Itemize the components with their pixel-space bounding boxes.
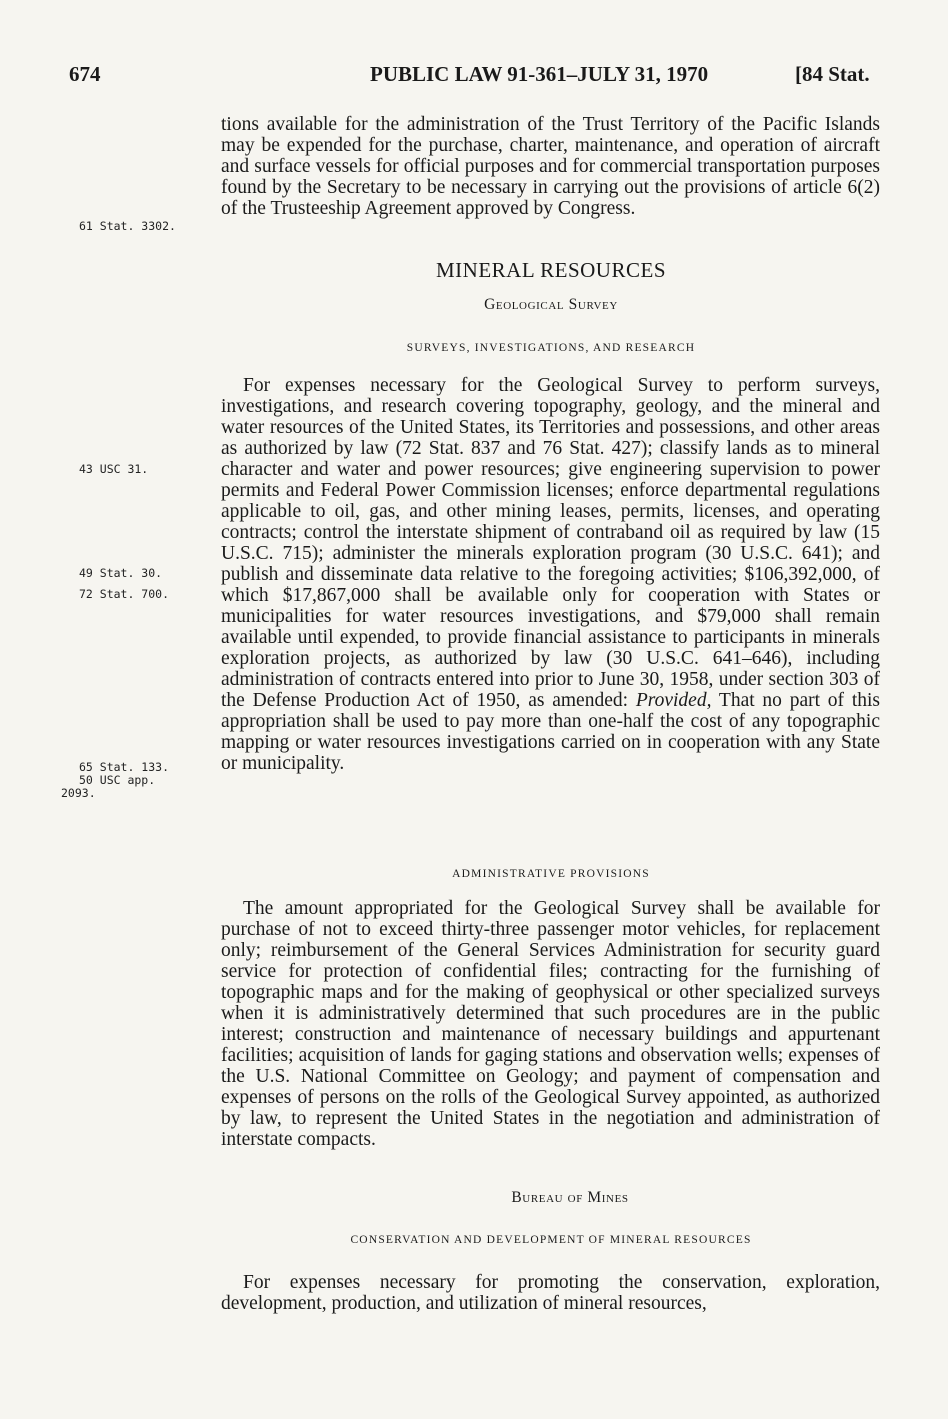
running-header-title: PUBLIC LAW 91-361–JULY 31, 1970 bbox=[370, 62, 709, 86]
margin-note: 43 USC 31. bbox=[79, 462, 149, 476]
section-title-bureau-of-mines: Bureau of Mines bbox=[511, 1189, 629, 1206]
subsection-title-geological-survey: Geological Survey bbox=[484, 296, 618, 313]
bureau-of-mines-paragraph: For expenses necessary for promoting the conservation, exploration, development, production, and utilization of mineral resources, bbox=[221, 1272, 880, 1314]
paragraph-text: That no part of this appropriation shall be used to pay more than one-half the cost of any topographic mapping or water resources investigations carried on in cooperation with any State or municipality. bbox=[221, 690, 881, 774]
intro-paragraph: tions available for the administration of the Trust Territory of the Pacific Islands may be expended for the purchase, charter, maintenance, and operation of aircraft and surface vessels for official purposes and for commercial transportation purposes found by the Secretary to be necessary in carrying out the provisions of article 6(2) of the Trusteeship Agreement approved by Congress. bbox=[221, 114, 880, 219]
margin-note: 72 Stat. 700. bbox=[79, 587, 170, 601]
subheading-conservation: CONSERVATION AND DEVELOPMENT OF MINERAL RESOURCES bbox=[350, 1234, 752, 1246]
page-number: 674 bbox=[69, 62, 101, 86]
subheading-surveys: SURVEYS, INVESTIGATIONS, AND RESEARCH bbox=[406, 342, 696, 354]
margin-note: 2093. bbox=[61, 786, 96, 800]
margin-note: 50 USC app. bbox=[79, 773, 156, 787]
running-header-volume: [84 Stat. bbox=[795, 62, 870, 86]
proviso-word: Provided, bbox=[635, 690, 712, 711]
administrative-provisions-paragraph: The amount appropriated for the Geological Survey shall be available for purchase of not to exceed thirty-three passenger motor vehicles, for replacement only; reimbursement of the General Services Administration for security guard service for protection of confidential files; contracting for the furnishing of topographic maps and for the making of geophysical or other specialized surveys when it is administratively determined that such procedures are in the public interest; construction and maintenance of necessary buildings and appurtenant facilities; acquisition of lands for gaging stations and observation wells; expenses of the U.S. National Committee on Geology; and payment of compensation and expenses of persons on the rolls of the Geological Survey appointed, as authorized by law, to represent the United States in the negotiation and administration of interstate compacts. bbox=[221, 898, 880, 1150]
margin-note: 65 Stat. 133. bbox=[79, 760, 170, 774]
subheading-administrative-provisions: ADMINISTRATIVE PROVISIONS bbox=[452, 868, 650, 880]
section-title-mineral-resources: MINERAL RESOURCES bbox=[436, 258, 666, 282]
margin-note: 61 Stat. 3302. bbox=[79, 219, 176, 233]
margin-note: 49 Stat. 30. bbox=[79, 566, 163, 580]
geological-survey-paragraph bbox=[221, 375, 880, 774]
paragraph-text: For expenses necessary for the Geological Survey to perform surveys, investigations, and research covering topography, geology, and the mineral and water resources of the United States, its Territories and possessions, and other areas as authorized by law (72 Stat. 837 and 76 Stat. 427); classify lands as to mineral character and water and power resources; give engineering supervision to power permits and Federal Power Commission licenses; enforce departmental regulations applicable to oil, gas, and other mining leases, permits, licenses, and operating contracts; control the interstate shipment of contraband oil as required by law (15 U.S.C. 715); administer the minerals exploration program (30 U.S.C. 641); and publish and disseminate data relative to the foregoing activities; $106,392,000, of which $17,867,000 shall be available only for cooperation with States or municipalities for water resources investigations, and $79,000 shall remain available until expended, to provide financial assistance to participants in minerals exploration projects, as authorized by law (30 U.S.C. 641–646), including administration of contracts entered into prior to June 30, 1958, under section 303 of the Defense Production Act of 1950, as amended: bbox=[221, 375, 880, 711]
